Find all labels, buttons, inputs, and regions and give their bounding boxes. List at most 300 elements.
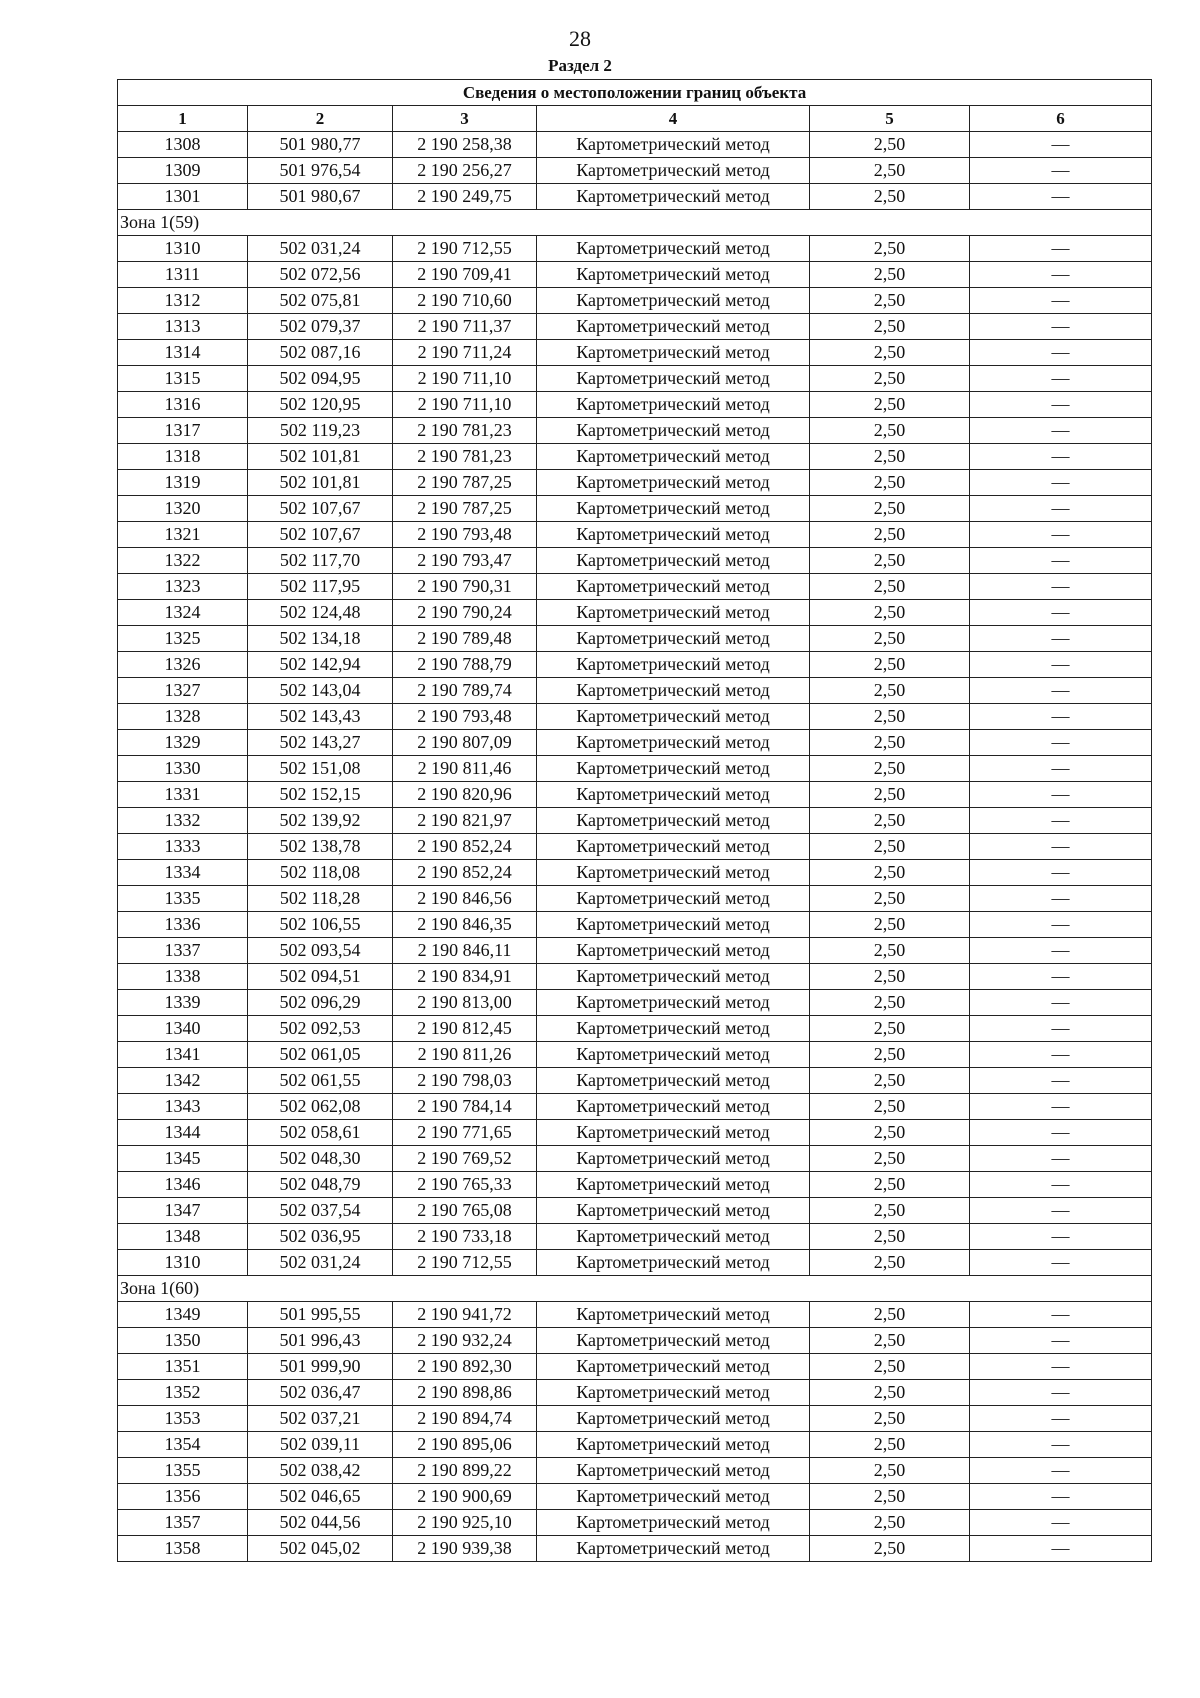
- x-coordinate-cell: 502 072,56: [248, 262, 393, 288]
- accuracy-cell: 2,50: [810, 262, 970, 288]
- note-cell: —: [970, 1354, 1152, 1380]
- point-number-cell: 1323: [118, 574, 248, 600]
- accuracy-cell: 2,50: [810, 1510, 970, 1536]
- method-cell: Картометрический метод: [537, 912, 810, 938]
- point-number-cell: 1330: [118, 756, 248, 782]
- note-cell: —: [970, 548, 1152, 574]
- method-cell: Картометрический метод: [537, 756, 810, 782]
- point-number-cell: 1338: [118, 964, 248, 990]
- x-coordinate-cell: 502 143,27: [248, 730, 393, 756]
- point-number-cell: 1345: [118, 1146, 248, 1172]
- point-number-cell: 1312: [118, 288, 248, 314]
- point-number-cell: 1317: [118, 418, 248, 444]
- method-cell: Картометрический метод: [537, 1510, 810, 1536]
- method-cell: Картометрический метод: [537, 1224, 810, 1250]
- point-number-cell: 1318: [118, 444, 248, 470]
- accuracy-cell: 2,50: [810, 1250, 970, 1276]
- y-coordinate-cell: 2 190 789,74: [393, 678, 537, 704]
- note-cell: —: [970, 158, 1152, 184]
- table-row: [118, 132, 1152, 158]
- y-coordinate-cell: 2 190 892,30: [393, 1354, 537, 1380]
- note-cell: —: [970, 1094, 1152, 1120]
- method-cell: Картометрический метод: [537, 730, 810, 756]
- y-coordinate-cell: 2 190 898,86: [393, 1380, 537, 1406]
- column-header: 6: [970, 106, 1152, 132]
- table-row: [118, 834, 1152, 860]
- table-row: [118, 158, 1152, 184]
- note-cell: —: [970, 990, 1152, 1016]
- y-coordinate-cell: 2 190 941,72: [393, 1302, 537, 1328]
- x-coordinate-cell: 502 037,54: [248, 1198, 393, 1224]
- accuracy-cell: 2,50: [810, 1068, 970, 1094]
- method-cell: Картометрический метод: [537, 860, 810, 886]
- accuracy-cell: 2,50: [810, 288, 970, 314]
- point-number-cell: 1310: [118, 236, 248, 262]
- method-cell: Картометрический метод: [537, 184, 810, 210]
- point-number-cell: 1313: [118, 314, 248, 340]
- note-cell: —: [970, 782, 1152, 808]
- y-coordinate-cell: 2 190 781,23: [393, 444, 537, 470]
- x-coordinate-cell: 502 143,43: [248, 704, 393, 730]
- method-cell: Картометрический метод: [537, 418, 810, 444]
- y-coordinate-cell: 2 190 793,47: [393, 548, 537, 574]
- x-coordinate-cell: 502 107,67: [248, 522, 393, 548]
- note-cell: —: [970, 1198, 1152, 1224]
- y-coordinate-cell: 2 190 787,25: [393, 496, 537, 522]
- method-cell: Картометрический метод: [537, 1380, 810, 1406]
- table-row: [118, 522, 1152, 548]
- note-cell: —: [970, 1458, 1152, 1484]
- accuracy-cell: 2,50: [810, 730, 970, 756]
- point-number-cell: 1344: [118, 1120, 248, 1146]
- point-number-cell: 1326: [118, 652, 248, 678]
- table-row: [118, 418, 1152, 444]
- y-coordinate-cell: 2 190 258,38: [393, 132, 537, 158]
- table-row: [118, 860, 1152, 886]
- accuracy-cell: 2,50: [810, 704, 970, 730]
- note-cell: —: [970, 626, 1152, 652]
- table-row: [118, 704, 1152, 730]
- method-cell: Картометрический метод: [537, 470, 810, 496]
- point-number-cell: 1358: [118, 1536, 248, 1562]
- table-caption-row: [118, 80, 1152, 106]
- point-number-cell: 1322: [118, 548, 248, 574]
- note-cell: —: [970, 522, 1152, 548]
- note-cell: —: [970, 132, 1152, 158]
- x-coordinate-cell: 502 118,08: [248, 860, 393, 886]
- accuracy-cell: 2,50: [810, 1224, 970, 1250]
- y-coordinate-cell: 2 190 788,79: [393, 652, 537, 678]
- point-number-cell: 1325: [118, 626, 248, 652]
- table-row: [118, 314, 1152, 340]
- method-cell: Картометрический метод: [537, 1432, 810, 1458]
- accuracy-cell: 2,50: [810, 1328, 970, 1354]
- note-cell: —: [970, 678, 1152, 704]
- column-header: 5: [810, 106, 970, 132]
- y-coordinate-cell: 2 190 811,26: [393, 1042, 537, 1068]
- note-cell: —: [970, 912, 1152, 938]
- zone-label: Зона 1(59): [118, 210, 1152, 236]
- accuracy-cell: 2,50: [810, 600, 970, 626]
- method-cell: Картометрический метод: [537, 834, 810, 860]
- y-coordinate-cell: 2 190 834,91: [393, 964, 537, 990]
- y-coordinate-cell: 2 190 793,48: [393, 522, 537, 548]
- x-coordinate-cell: 502 124,48: [248, 600, 393, 626]
- x-coordinate-cell: 501 999,90: [248, 1354, 393, 1380]
- y-coordinate-cell: 2 190 793,48: [393, 704, 537, 730]
- table-row: [118, 782, 1152, 808]
- y-coordinate-cell: 2 190 789,48: [393, 626, 537, 652]
- table-row: [118, 730, 1152, 756]
- table-row: [118, 678, 1152, 704]
- table-row: [118, 964, 1152, 990]
- x-coordinate-cell: 502 031,24: [248, 1250, 393, 1276]
- x-coordinate-cell: 502 101,81: [248, 470, 393, 496]
- table-row: [118, 1016, 1152, 1042]
- point-number-cell: 1336: [118, 912, 248, 938]
- x-coordinate-cell: 501 980,77: [248, 132, 393, 158]
- method-cell: Картометрический метод: [537, 1172, 810, 1198]
- method-cell: Картометрический метод: [537, 1016, 810, 1042]
- y-coordinate-cell: 2 190 711,37: [393, 314, 537, 340]
- point-number-cell: 1310: [118, 1250, 248, 1276]
- accuracy-cell: 2,50: [810, 964, 970, 990]
- x-coordinate-cell: 502 092,53: [248, 1016, 393, 1042]
- accuracy-cell: 2,50: [810, 1016, 970, 1042]
- note-cell: —: [970, 184, 1152, 210]
- table-row: [118, 470, 1152, 496]
- note-cell: —: [970, 808, 1152, 834]
- note-cell: —: [970, 496, 1152, 522]
- y-coordinate-cell: 2 190 733,18: [393, 1224, 537, 1250]
- method-cell: Картометрический метод: [537, 678, 810, 704]
- column-header: 1: [118, 106, 248, 132]
- y-coordinate-cell: 2 190 899,22: [393, 1458, 537, 1484]
- y-coordinate-cell: 2 190 811,46: [393, 756, 537, 782]
- x-coordinate-cell: 502 117,95: [248, 574, 393, 600]
- accuracy-cell: 2,50: [810, 678, 970, 704]
- page-number: 28: [569, 26, 591, 51]
- table-row: [118, 444, 1152, 470]
- point-number-cell: 1334: [118, 860, 248, 886]
- accuracy-cell: 2,50: [810, 1484, 970, 1510]
- table-row: [118, 756, 1152, 782]
- y-coordinate-cell: 2 190 711,10: [393, 366, 537, 392]
- note-cell: —: [970, 262, 1152, 288]
- column-header: 2: [248, 106, 393, 132]
- point-number-cell: 1311: [118, 262, 248, 288]
- method-cell: Картометрический метод: [537, 548, 810, 574]
- accuracy-cell: 2,50: [810, 1302, 970, 1328]
- x-coordinate-cell: 502 106,55: [248, 912, 393, 938]
- note-cell: —: [970, 1146, 1152, 1172]
- point-number-cell: 1320: [118, 496, 248, 522]
- x-coordinate-cell: 502 044,56: [248, 1510, 393, 1536]
- note-cell: —: [970, 886, 1152, 912]
- table-row: [118, 288, 1152, 314]
- note-cell: —: [970, 574, 1152, 600]
- point-number-cell: 1315: [118, 366, 248, 392]
- note-cell: —: [970, 444, 1152, 470]
- accuracy-cell: 2,50: [810, 314, 970, 340]
- x-coordinate-cell: 502 046,65: [248, 1484, 393, 1510]
- note-cell: —: [970, 1406, 1152, 1432]
- y-coordinate-cell: 2 190 852,24: [393, 860, 537, 886]
- column-header: 3: [393, 106, 537, 132]
- table-row: [118, 1328, 1152, 1354]
- x-coordinate-cell: 502 061,05: [248, 1042, 393, 1068]
- table-row: [118, 1198, 1152, 1224]
- note-cell: —: [970, 1536, 1152, 1562]
- point-number-cell: 1354: [118, 1432, 248, 1458]
- column-header: 4: [537, 106, 810, 132]
- y-coordinate-cell: 2 190 711,24: [393, 340, 537, 366]
- table-row: [118, 1484, 1152, 1510]
- method-cell: Картометрический метод: [537, 1068, 810, 1094]
- table-row: [118, 1510, 1152, 1536]
- table-row: [118, 808, 1152, 834]
- point-number-cell: 1355: [118, 1458, 248, 1484]
- note-cell: —: [970, 470, 1152, 496]
- note-cell: —: [970, 1042, 1152, 1068]
- accuracy-cell: 2,50: [810, 1146, 970, 1172]
- note-cell: —: [970, 1172, 1152, 1198]
- y-coordinate-cell: 2 190 790,24: [393, 600, 537, 626]
- x-coordinate-cell: 502 119,23: [248, 418, 393, 444]
- method-cell: Картометрический метод: [537, 1458, 810, 1484]
- x-coordinate-cell: 502 143,04: [248, 678, 393, 704]
- table-row: [118, 1354, 1152, 1380]
- point-number-cell: 1343: [118, 1094, 248, 1120]
- x-coordinate-cell: 502 139,92: [248, 808, 393, 834]
- point-number-cell: 1333: [118, 834, 248, 860]
- method-cell: Картометрический метод: [537, 444, 810, 470]
- table-row: [118, 1068, 1152, 1094]
- x-coordinate-cell: 502 031,24: [248, 236, 393, 262]
- section-title: Раздел 2: [548, 56, 612, 75]
- point-number-cell: 1339: [118, 990, 248, 1016]
- note-cell: —: [970, 1250, 1152, 1276]
- point-number-cell: 1332: [118, 808, 248, 834]
- x-coordinate-cell: 502 094,95: [248, 366, 393, 392]
- x-coordinate-cell: 502 096,29: [248, 990, 393, 1016]
- note-cell: —: [970, 1120, 1152, 1146]
- table-row: [118, 1042, 1152, 1068]
- note-cell: —: [970, 756, 1152, 782]
- method-cell: Картометрический метод: [537, 1120, 810, 1146]
- method-cell: Картометрический метод: [537, 964, 810, 990]
- y-coordinate-cell: 2 190 852,24: [393, 834, 537, 860]
- point-number-cell: 1324: [118, 600, 248, 626]
- accuracy-cell: 2,50: [810, 626, 970, 652]
- point-number-cell: 1348: [118, 1224, 248, 1250]
- x-coordinate-cell: 502 036,47: [248, 1380, 393, 1406]
- y-coordinate-cell: 2 190 790,31: [393, 574, 537, 600]
- note-cell: —: [970, 366, 1152, 392]
- accuracy-cell: 2,50: [810, 756, 970, 782]
- y-coordinate-cell: 2 190 256,27: [393, 158, 537, 184]
- y-coordinate-cell: 2 190 846,56: [393, 886, 537, 912]
- y-coordinate-cell: 2 190 900,69: [393, 1484, 537, 1510]
- point-number-cell: 1351: [118, 1354, 248, 1380]
- accuracy-cell: 2,50: [810, 236, 970, 262]
- note-cell: —: [970, 938, 1152, 964]
- boundary-coordinates-table: [117, 79, 1152, 1562]
- y-coordinate-cell: 2 190 895,06: [393, 1432, 537, 1458]
- table-row: [118, 184, 1152, 210]
- method-cell: Картометрический метод: [537, 132, 810, 158]
- x-coordinate-cell: 502 093,54: [248, 938, 393, 964]
- method-cell: Картометрический метод: [537, 886, 810, 912]
- point-number-cell: 1308: [118, 132, 248, 158]
- x-coordinate-cell: 502 151,08: [248, 756, 393, 782]
- note-cell: —: [970, 834, 1152, 860]
- method-cell: Картометрический метод: [537, 1198, 810, 1224]
- method-cell: Картометрический метод: [537, 340, 810, 366]
- accuracy-cell: 2,50: [810, 834, 970, 860]
- accuracy-cell: 2,50: [810, 808, 970, 834]
- point-number-cell: 1352: [118, 1380, 248, 1406]
- point-number-cell: 1356: [118, 1484, 248, 1510]
- table-row: [118, 392, 1152, 418]
- x-coordinate-cell: 502 039,11: [248, 1432, 393, 1458]
- y-coordinate-cell: 2 190 712,55: [393, 236, 537, 262]
- point-number-cell: 1331: [118, 782, 248, 808]
- zone-header-row: [118, 210, 1152, 236]
- y-coordinate-cell: 2 190 781,23: [393, 418, 537, 444]
- x-coordinate-cell: 502 094,51: [248, 964, 393, 990]
- x-coordinate-cell: 502 036,95: [248, 1224, 393, 1250]
- x-coordinate-cell: 502 037,21: [248, 1406, 393, 1432]
- y-coordinate-cell: 2 190 709,41: [393, 262, 537, 288]
- table-row: [118, 1406, 1152, 1432]
- accuracy-cell: 2,50: [810, 158, 970, 184]
- accuracy-cell: 2,50: [810, 1198, 970, 1224]
- x-coordinate-cell: 502 138,78: [248, 834, 393, 860]
- table-row: [118, 236, 1152, 262]
- column-header-row: [118, 106, 1152, 132]
- note-cell: —: [970, 600, 1152, 626]
- accuracy-cell: 2,50: [810, 184, 970, 210]
- x-coordinate-cell: 502 118,28: [248, 886, 393, 912]
- accuracy-cell: 2,50: [810, 1406, 970, 1432]
- note-cell: —: [970, 730, 1152, 756]
- y-coordinate-cell: 2 190 925,10: [393, 1510, 537, 1536]
- accuracy-cell: 2,50: [810, 652, 970, 678]
- method-cell: Картометрический метод: [537, 1484, 810, 1510]
- x-coordinate-cell: 502 062,08: [248, 1094, 393, 1120]
- accuracy-cell: 2,50: [810, 938, 970, 964]
- y-coordinate-cell: 2 190 813,00: [393, 990, 537, 1016]
- accuracy-cell: 2,50: [810, 1536, 970, 1562]
- method-cell: Картометрический метод: [537, 1302, 810, 1328]
- accuracy-cell: 2,50: [810, 470, 970, 496]
- table-row: [118, 1120, 1152, 1146]
- note-cell: —: [970, 964, 1152, 990]
- x-coordinate-cell: 502 048,30: [248, 1146, 393, 1172]
- table-row: [118, 1380, 1152, 1406]
- point-number-cell: 1319: [118, 470, 248, 496]
- note-cell: —: [970, 704, 1152, 730]
- y-coordinate-cell: 2 190 784,14: [393, 1094, 537, 1120]
- point-number-cell: 1328: [118, 704, 248, 730]
- point-number-cell: 1316: [118, 392, 248, 418]
- accuracy-cell: 2,50: [810, 860, 970, 886]
- accuracy-cell: 2,50: [810, 886, 970, 912]
- method-cell: Картометрический метод: [537, 1354, 810, 1380]
- method-cell: Картометрический метод: [537, 782, 810, 808]
- table-row: [118, 912, 1152, 938]
- y-coordinate-cell: 2 190 932,24: [393, 1328, 537, 1354]
- method-cell: Картометрический метод: [537, 314, 810, 340]
- x-coordinate-cell: 502 075,81: [248, 288, 393, 314]
- accuracy-cell: 2,50: [810, 912, 970, 938]
- table-row: [118, 496, 1152, 522]
- accuracy-cell: 2,50: [810, 1172, 970, 1198]
- table-row: [118, 626, 1152, 652]
- point-number-cell: 1335: [118, 886, 248, 912]
- method-cell: Картометрический метод: [537, 1094, 810, 1120]
- method-cell: Картометрический метод: [537, 522, 810, 548]
- y-coordinate-cell: 2 190 711,10: [393, 392, 537, 418]
- point-number-cell: 1340: [118, 1016, 248, 1042]
- point-number-cell: 1314: [118, 340, 248, 366]
- x-coordinate-cell: 502 061,55: [248, 1068, 393, 1094]
- table-row: [118, 886, 1152, 912]
- note-cell: —: [970, 1484, 1152, 1510]
- x-coordinate-cell: 502 079,37: [248, 314, 393, 340]
- table-caption: Сведения о местоположении границ объекта: [118, 80, 1152, 106]
- method-cell: Картометрический метод: [537, 1146, 810, 1172]
- y-coordinate-cell: 2 190 769,52: [393, 1146, 537, 1172]
- y-coordinate-cell: 2 190 712,55: [393, 1250, 537, 1276]
- note-cell: —: [970, 1380, 1152, 1406]
- method-cell: Картометрический метод: [537, 288, 810, 314]
- accuracy-cell: 2,50: [810, 782, 970, 808]
- accuracy-cell: 2,50: [810, 418, 970, 444]
- point-number-cell: 1353: [118, 1406, 248, 1432]
- method-cell: Картометрический метод: [537, 158, 810, 184]
- accuracy-cell: 2,50: [810, 1458, 970, 1484]
- table-row: [118, 652, 1152, 678]
- point-number-cell: 1329: [118, 730, 248, 756]
- accuracy-cell: 2,50: [810, 340, 970, 366]
- x-coordinate-cell: 501 996,43: [248, 1328, 393, 1354]
- method-cell: Картометрический метод: [537, 1042, 810, 1068]
- x-coordinate-cell: 502 134,18: [248, 626, 393, 652]
- point-number-cell: 1350: [118, 1328, 248, 1354]
- x-coordinate-cell: 502 152,15: [248, 782, 393, 808]
- point-number-cell: 1341: [118, 1042, 248, 1068]
- point-number-cell: 1342: [118, 1068, 248, 1094]
- accuracy-cell: 2,50: [810, 522, 970, 548]
- table-row: [118, 1146, 1152, 1172]
- accuracy-cell: 2,50: [810, 1380, 970, 1406]
- y-coordinate-cell: 2 190 812,45: [393, 1016, 537, 1042]
- accuracy-cell: 2,50: [810, 548, 970, 574]
- method-cell: Картометрический метод: [537, 652, 810, 678]
- accuracy-cell: 2,50: [810, 990, 970, 1016]
- y-coordinate-cell: 2 190 807,09: [393, 730, 537, 756]
- y-coordinate-cell: 2 190 846,11: [393, 938, 537, 964]
- x-coordinate-cell: 502 087,16: [248, 340, 393, 366]
- method-cell: Картометрический метод: [537, 938, 810, 964]
- method-cell: Картометрический метод: [537, 808, 810, 834]
- y-coordinate-cell: 2 190 710,60: [393, 288, 537, 314]
- zone-label: Зона 1(60): [118, 1276, 1152, 1302]
- table-row: [118, 366, 1152, 392]
- x-coordinate-cell: 502 107,67: [248, 496, 393, 522]
